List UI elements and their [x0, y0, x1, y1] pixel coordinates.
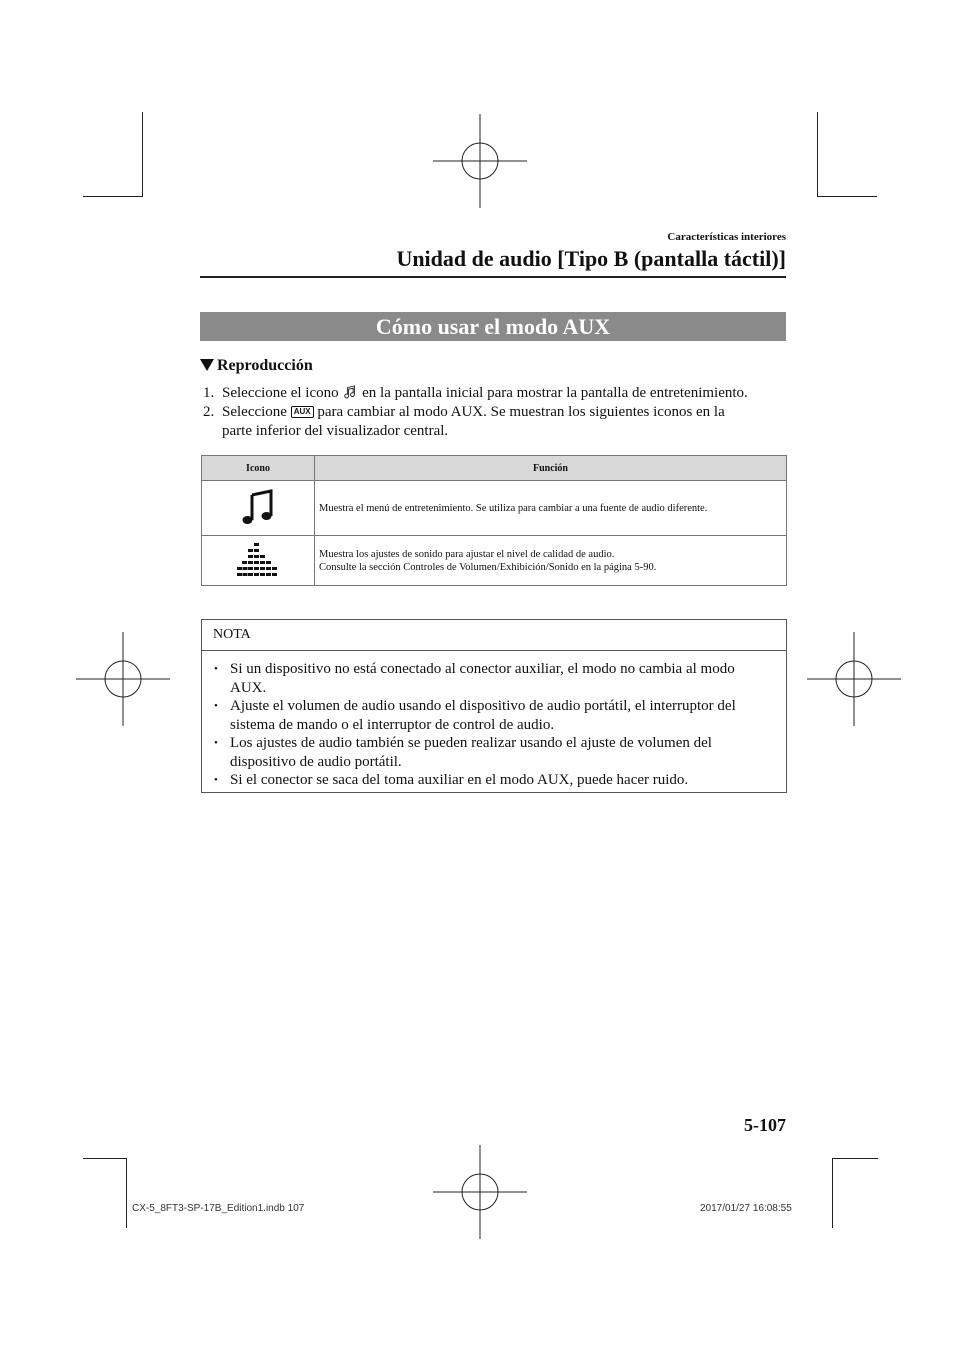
music-note-icon [238, 487, 278, 527]
function-text: Consulte la sección Controles de Volumen/Exhibición/Sonido en la página 5-90. [319, 561, 657, 573]
function-text: Muestra los ajustes de sonido para ajustar el nivel de calidad de audio. [319, 548, 615, 560]
bullet-icon: • [214, 700, 218, 712]
step-number: 1. [203, 385, 215, 401]
section-title: Unidad de audio [Tipo B (pantalla táctil)] [396, 246, 786, 271]
bullet-icon: • [214, 663, 218, 675]
step-2 [203, 403, 783, 441]
bullet-icon: • [214, 737, 218, 749]
step-text-after: en la pantalla inicial para mostrar la pantalla de entretenimiento. [358, 385, 748, 401]
subsection-heading [200, 357, 313, 375]
function-cell [315, 536, 787, 586]
step-text-before: Seleccione [222, 404, 291, 420]
step-number: 2. [203, 404, 215, 420]
note-item [212, 697, 777, 734]
registration-mark-right [807, 632, 901, 726]
registration-mark-top [433, 114, 527, 208]
note-line: Si el conector se saca del toma auxiliar en el modo AUX, puede hacer ruido. [230, 772, 689, 788]
note-line: Ajuste el volumen de audio usando el dispositivo de audio portátil, el interruptor del [230, 698, 736, 714]
registration-mark-bottom [433, 1145, 527, 1239]
chapter-title: Características interiores [667, 231, 786, 243]
aux-icon: AUX [291, 406, 314, 418]
note-line: sistema de mando o el interruptor de control de audio. [230, 716, 555, 733]
step-text-after: para cambiar al modo AUX. Se muestran los siguientes iconos en la [313, 404, 725, 420]
note-item [212, 734, 777, 771]
page-number: 5-107 [744, 1115, 786, 1135]
column-header-function: Función [315, 456, 787, 481]
note-line: dispositivo de audio portátil. [230, 753, 402, 770]
table-row [202, 481, 787, 536]
footer-file: CX-5_8FT3-SP-17B_Edition1.indb 107 [132, 1203, 305, 1214]
note-title: NOTA [213, 627, 251, 642]
note-line: Los ajustes de audio también se pueden realizar usando el ajuste de volumen del [230, 735, 712, 751]
icon-cell [202, 481, 315, 536]
music-note-icon [342, 385, 358, 399]
step-1 [203, 384, 783, 403]
equalizer-icon [237, 541, 279, 577]
footer-timestamp: 2017/01/27 16:08:55 [700, 1203, 792, 1214]
table-header-row [202, 456, 787, 481]
note-list [212, 660, 777, 790]
subsection-title: Reproducción [217, 357, 313, 374]
function-text: Muestra el menú de entretenimiento. Se utiliza para cambiar a una fuente de audio diferente. [319, 502, 708, 514]
note-item [212, 660, 777, 697]
step-text-before: Seleccione el icono [222, 385, 343, 401]
topic-banner: Cómo usar el modo AUX [200, 312, 786, 341]
note-line: Si un dispositivo no está conectado al conector auxiliar, el modo no cambia al modo [230, 661, 735, 677]
table-row [202, 536, 787, 586]
column-header-icon: Icono [202, 456, 315, 481]
bullet-icon: • [214, 774, 218, 786]
note-header [202, 620, 786, 651]
note-item [212, 771, 777, 790]
triangle-down-icon [200, 359, 214, 371]
header-rule [200, 276, 786, 278]
icon-table [201, 455, 787, 586]
step-continuation: parte inferior del visualizador central. [222, 423, 449, 439]
function-cell [315, 481, 787, 536]
icon-cell [202, 536, 315, 586]
registration-mark-left [76, 632, 170, 726]
note-line: AUX. [230, 679, 267, 696]
note-box [201, 619, 787, 793]
